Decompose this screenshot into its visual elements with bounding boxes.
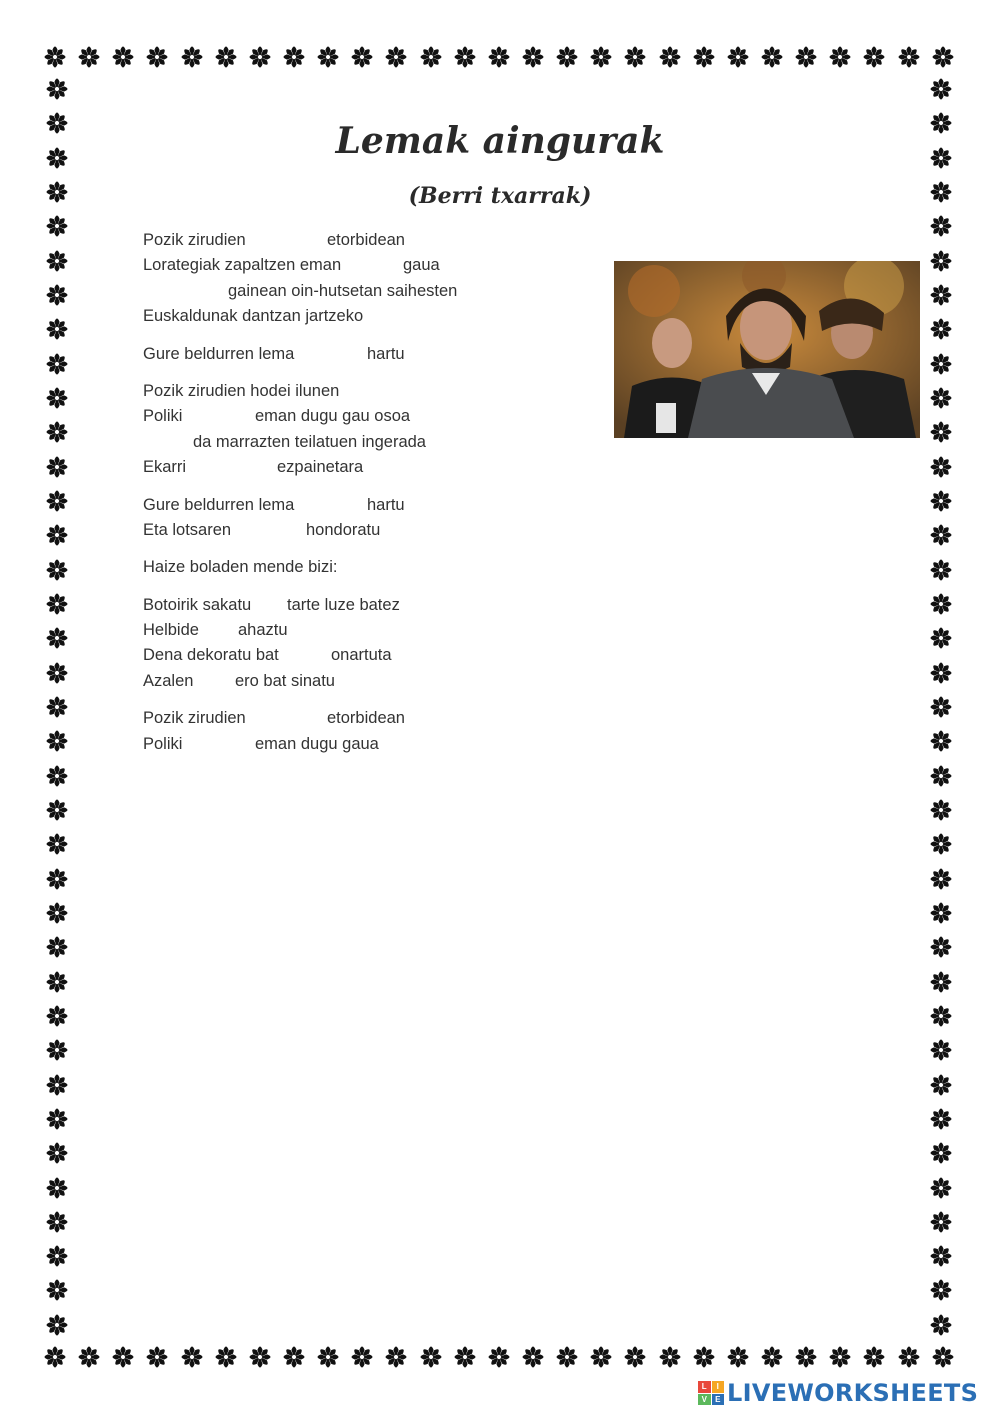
band-photo: [614, 261, 920, 438]
flower-icon: [42, 520, 72, 550]
flower-icon: [42, 314, 72, 344]
lyric-segment: onartuta: [331, 646, 392, 665]
lyric-line: [143, 518, 603, 543]
lyric-line: [143, 404, 603, 429]
flower-icon: [42, 692, 72, 722]
flower-icon: [450, 1342, 480, 1372]
lyric-line: [143, 618, 603, 643]
lyric-segment: gaua: [403, 256, 440, 275]
lyric-line: [143, 228, 603, 253]
flower-icon: [894, 1342, 924, 1372]
flower-icon: [926, 246, 956, 276]
flower-icon: [279, 42, 309, 72]
brand-mark-letter: E: [712, 1394, 725, 1406]
flower-icon: [791, 42, 821, 72]
flower-icon: [926, 417, 956, 447]
lyric-line: [143, 706, 603, 731]
flower-icon: [42, 211, 72, 241]
liveworksheets-logo: [698, 1380, 978, 1406]
lyric-segment: Lorategiak zapaltzen eman: [143, 256, 342, 275]
lyric-segment: Azalen: [143, 671, 194, 690]
lyric-segment: hartu: [367, 344, 405, 363]
brand-mark-letter: V: [698, 1394, 711, 1406]
flower-icon: [42, 486, 72, 516]
flower-icon: [723, 42, 753, 72]
stanza: [143, 706, 603, 757]
page-title: Lemak aingurak: [335, 120, 665, 162]
flower-icon: [926, 1070, 956, 1100]
lyric-line: [143, 304, 603, 329]
flower-icon: [518, 42, 548, 72]
flower-icon: [142, 42, 172, 72]
lyric-segment: Eta lotsaren: [143, 520, 232, 539]
flower-icon: [928, 1342, 958, 1372]
lyric-line: [143, 669, 603, 694]
flower-icon: [926, 1241, 956, 1271]
flower-icon: [926, 383, 956, 413]
flower-icon: [926, 555, 956, 585]
flower-icon: [108, 42, 138, 72]
flower-icon: [42, 1001, 72, 1031]
flower-icon: [177, 42, 207, 72]
flower-icon: [108, 1342, 138, 1372]
lyric-segment: Gure beldurren lema: [143, 495, 295, 514]
flower-icon: [177, 1342, 207, 1372]
flower-icon: [211, 1342, 241, 1372]
flower-icon: [484, 42, 514, 72]
flower-icon: [42, 417, 72, 447]
lyric-segment: tarte luze batez: [287, 595, 400, 614]
flower-icon: [245, 1342, 275, 1372]
flower-icon: [42, 1035, 72, 1065]
stanza: [143, 379, 603, 481]
lyric-segment: hartu: [367, 495, 405, 514]
brand-mark-letter: L: [698, 1381, 711, 1393]
border-bottom: [40, 1340, 958, 1374]
flower-icon: [552, 42, 582, 72]
flower-icon: [825, 1342, 855, 1372]
flower-icon: [928, 42, 958, 72]
flower-icon: [42, 761, 72, 791]
border-left: [40, 74, 74, 1340]
lyric-line: [143, 555, 603, 580]
flower-icon: [42, 1070, 72, 1100]
flower-icon: [42, 1207, 72, 1237]
flower-icon: [757, 42, 787, 72]
lyric-segment: gainean oin-hutsetan saihesten: [228, 281, 458, 300]
flower-icon: [926, 589, 956, 619]
flower-icon: [926, 726, 956, 756]
lyric-line: [143, 430, 603, 455]
flower-icon: [926, 658, 956, 688]
flower-icon: [42, 1241, 72, 1271]
flower-icon: [926, 898, 956, 928]
lyric-line: [143, 643, 603, 668]
lyric-segment: Pozik zirudien: [143, 709, 246, 728]
flower-icon: [42, 280, 72, 310]
flower-icon: [416, 42, 446, 72]
lyric-line: [143, 253, 603, 278]
flower-icon: [279, 1342, 309, 1372]
flower-icon: [926, 1001, 956, 1031]
lyric-line: [143, 455, 603, 480]
liveworksheets-wordmark: LIVEWORKSHEETS: [727, 1379, 979, 1407]
lyric-line: [143, 732, 603, 757]
flower-icon: [926, 314, 956, 344]
lyric-line: [143, 379, 603, 404]
page-subtitle: (Berri txarrak): [408, 183, 592, 209]
stanza: [143, 555, 603, 580]
flower-icon: [42, 864, 72, 894]
flower-icon: [926, 692, 956, 722]
lyric-line: [143, 279, 603, 304]
flower-icon: [42, 932, 72, 962]
lyric-segment: eman dugu gaua: [255, 734, 379, 753]
flower-icon: [926, 280, 956, 310]
flower-icon: [894, 42, 924, 72]
flower-icon: [42, 1310, 72, 1340]
flower-icon: [42, 555, 72, 585]
flower-icon: [655, 1342, 685, 1372]
flower-icon: [926, 761, 956, 791]
flower-icon: [42, 726, 72, 756]
flower-icon: [42, 795, 72, 825]
flower-icon: [42, 1104, 72, 1134]
lyrics-body: [143, 228, 603, 769]
flower-icon: [552, 1342, 582, 1372]
flower-icon: [42, 452, 72, 482]
flower-icon: [757, 1342, 787, 1372]
lyric-segment: Poliki: [143, 734, 183, 753]
flower-icon: [926, 1104, 956, 1134]
flower-icon: [926, 211, 956, 241]
flower-icon: [484, 1342, 514, 1372]
flower-icon: [620, 1342, 650, 1372]
brand-mark-letter: I: [712, 1381, 725, 1393]
flower-icon: [859, 1342, 889, 1372]
flower-icon: [42, 383, 72, 413]
lyric-segment: etorbidean: [327, 231, 405, 249]
flower-icon: [926, 623, 956, 653]
flower-icon: [791, 1342, 821, 1372]
flower-icon: [42, 898, 72, 928]
flower-icon: [926, 349, 956, 379]
lyric-segment: Helbide: [143, 621, 199, 640]
lyric-segment: ezpainetara: [277, 458, 364, 477]
flower-icon: [926, 486, 956, 516]
flower-icon: [42, 1138, 72, 1168]
border-top: [40, 40, 958, 74]
flower-icon: [586, 1342, 616, 1372]
flower-icon: [926, 795, 956, 825]
flower-icon: [926, 1138, 956, 1168]
flower-icon: [40, 42, 70, 72]
flower-icon: [926, 452, 956, 482]
lyric-segment: Haize boladen mende bizi:: [143, 558, 338, 577]
flower-icon: [245, 42, 275, 72]
lyric-segment: ahaztu: [238, 621, 288, 640]
flower-icon: [42, 246, 72, 276]
flower-icon: [40, 1342, 70, 1372]
flower-icon: [926, 864, 956, 894]
flower-icon: [42, 658, 72, 688]
flower-icon: [723, 1342, 753, 1372]
flower-icon: [313, 1342, 343, 1372]
flower-icon: [74, 42, 104, 72]
flower-icon: [689, 42, 719, 72]
flower-icon: [42, 623, 72, 653]
lyric-line: [143, 593, 603, 618]
lyric-segment: hondoratu: [306, 520, 381, 539]
flower-icon: [655, 42, 685, 72]
lyric-line: [143, 493, 603, 518]
stanza: [143, 342, 603, 367]
flower-icon: [211, 42, 241, 72]
flower-icon: [926, 932, 956, 962]
lyric-segment: Botoirik sakatu: [143, 595, 252, 614]
flower-icon: [313, 42, 343, 72]
flower-icon: [926, 1207, 956, 1237]
flower-icon: [825, 42, 855, 72]
lyric-segment: da marrazten teilatuen ingerada: [193, 432, 426, 451]
flower-icon: [347, 1342, 377, 1372]
flower-icon: [42, 74, 72, 104]
border-right: [924, 74, 958, 1340]
lyric-segment: Pozik zirudien hodei ilunen: [143, 381, 340, 400]
flower-icon: [416, 1342, 446, 1372]
lyric-line: [143, 342, 603, 367]
flower-icon: [42, 349, 72, 379]
lyric-segment: Gure beldurren lema: [143, 344, 295, 363]
flower-icon: [74, 1342, 104, 1372]
flower-icon: [586, 42, 616, 72]
lyric-segment: ero bat sinatu: [235, 671, 335, 690]
flower-icon: [42, 1173, 72, 1203]
liveworksheets-mark-icon: [698, 1381, 724, 1405]
flower-icon: [347, 42, 377, 72]
flower-icon: [859, 42, 889, 72]
flower-icon: [42, 829, 72, 859]
flower-icon: [450, 42, 480, 72]
flower-icon: [926, 1310, 956, 1340]
flower-icon: [620, 42, 650, 72]
lyric-segment: Euskaldunak dantzan jartzeko: [143, 307, 364, 326]
lyric-segment: Pozik zirudien: [143, 231, 246, 249]
lyric-segment: etorbidean: [327, 709, 405, 728]
stanza: [143, 593, 603, 695]
flower-icon: [926, 967, 956, 997]
flower-icon: [689, 1342, 719, 1372]
band-photo-image: [614, 261, 920, 438]
lyric-segment: Ekarri: [143, 458, 187, 477]
stanza: [143, 493, 603, 544]
flower-icon: [926, 1173, 956, 1203]
flower-icon: [518, 1342, 548, 1372]
flower-icon: [926, 1035, 956, 1065]
flower-icon: [42, 1275, 72, 1305]
flower-icon: [926, 1275, 956, 1305]
lyric-segment: eman dugu gau osoa: [255, 407, 411, 426]
flower-icon: [381, 42, 411, 72]
flower-icon: [926, 74, 956, 104]
lyric-segment: Poliki: [143, 407, 183, 426]
lyric-segment: Dena dekoratu bat: [143, 646, 279, 665]
flower-icon: [142, 1342, 172, 1372]
flower-icon: [42, 589, 72, 619]
stanza: [143, 228, 603, 330]
flower-icon: [926, 520, 956, 550]
flower-icon: [42, 967, 72, 997]
flower-icon: [381, 1342, 411, 1372]
flower-icon: [926, 829, 956, 859]
